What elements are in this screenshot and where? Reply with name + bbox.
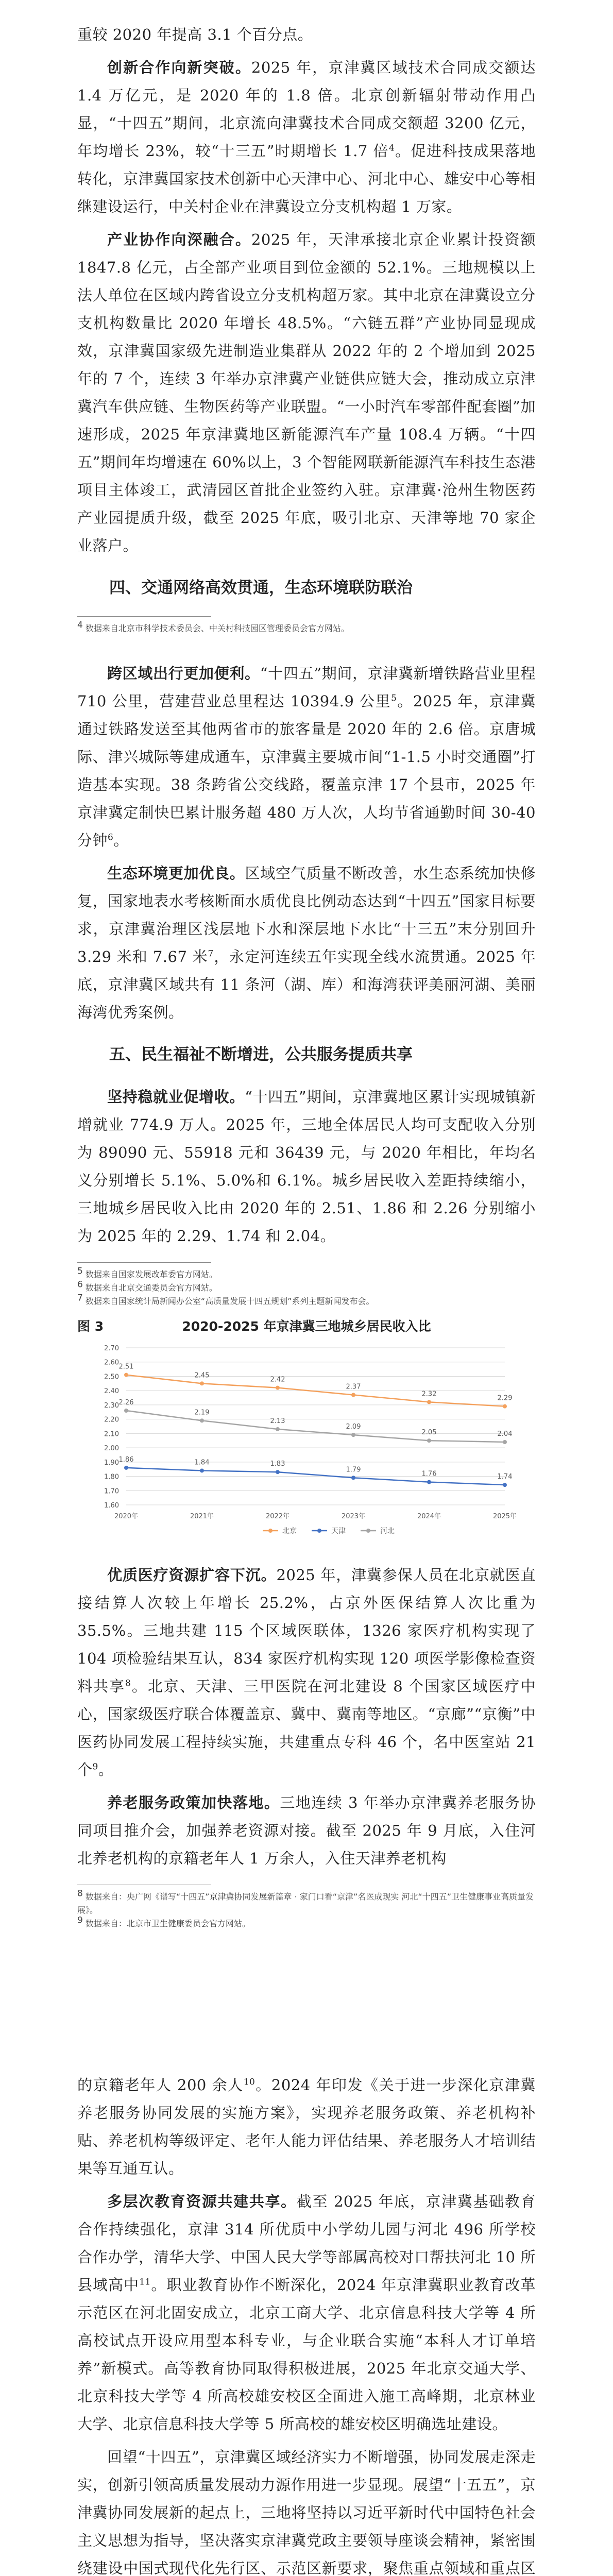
y-tick-label: 2.00 bbox=[104, 1445, 119, 1453]
data-point bbox=[427, 1480, 431, 1484]
data-point bbox=[503, 1440, 507, 1444]
y-tick-label: 2.30 bbox=[104, 1401, 119, 1410]
section-title-livelihood: 五、民生福祉不断增进，公共服务提质共享 bbox=[109, 1045, 413, 1064]
data-point bbox=[200, 1468, 204, 1472]
x-tick-label: 2025年 bbox=[492, 1513, 517, 1520]
data-point bbox=[276, 1470, 280, 1474]
legend-label: 天津 bbox=[331, 1527, 346, 1535]
data-point bbox=[427, 1438, 431, 1443]
footnote-ref: 8 bbox=[125, 1678, 131, 1689]
series-line bbox=[126, 1411, 505, 1442]
data-point bbox=[351, 1393, 355, 1397]
paragraph-text: 。职业教育协作不断深化，2024 年京津冀职业教育改革示范区在河北固安成立，北京工商大学、北京信息科技大学等 4 所高校试点开设应用型本科专业，与企业联合实施“本科人才订单培养”新模式。高等教育协同取得积极进展，2025 年北京交通大学、北京科技大学等 4 所高校雄安校区全面进入施工高峰期，北京林业大学、北京信息科技大学等 5 所高校的雄安校区明确选址建设。 bbox=[77, 2276, 536, 2433]
data-label: 1.74 bbox=[497, 1473, 513, 1481]
footnote-num: 9 bbox=[77, 1915, 83, 1926]
data-point bbox=[200, 1381, 204, 1385]
data-label: 2.37 bbox=[346, 1383, 361, 1391]
paragraph-text: ，永定河连续五年实现全线水流贯通。2025 年底，京津冀区域共有 11 条河（湖、库）和海湾获评美丽河湖、美丽海湾优秀案例。 bbox=[77, 948, 536, 1021]
y-axis-ticks bbox=[104, 1345, 119, 1510]
footnote-text: 数据来自国家统计局新闻办公室“高质量发展十四五规划”系列主题新闻发布会。 bbox=[85, 1296, 374, 1306]
paragraph-text: 的京籍老年人 200 余人 bbox=[77, 2076, 244, 2094]
data-label: 2.19 bbox=[194, 1409, 210, 1417]
paragraph-text: 2025 年，天津承接北京企业累计投资额 1847.8 亿元，占全部产业项目到位金额的 52.1%。三地规模以上法人单位在区域内跨省设立分支机构超万家。其中北京在津冀设立分支机构数量比 2020 年增长 48.5%。“六链五群”产业协同显现成效，京津冀国家级先进制造业集群从 2022 年的 2 个增加到 2025 年的 7 个，连续 3 年举办京津冀产业链供应链大会，推动成立京津冀汽车供应链、生物医药等产业联盟。“一小时汽车零部件配套圈”加速形成，2025 年京津冀地区新能源汽车产量 108.4 万辆。“十四五”期间年均增速在 60%以上，3 个智能网联新能源汽车科技生态港项目主体竣工，武清园区首批企业签约入驻。京津冀·沧州生物医药产业园提质升级，截至 2025 年底，吸引北京、天津等地 70 家企业落户。 bbox=[77, 231, 536, 554]
footnote bbox=[77, 622, 536, 635]
data-label: 2.45 bbox=[194, 1371, 210, 1380]
footnote-ref: 9 bbox=[92, 1761, 98, 1772]
footnote-text: 数据来自北京交通委员会官方网站。 bbox=[85, 1283, 217, 1293]
data-label: 1.86 bbox=[118, 1455, 134, 1464]
legend-label: 北京 bbox=[282, 1527, 297, 1535]
footnote bbox=[77, 1281, 536, 1295]
footnote-divider bbox=[77, 616, 211, 617]
x-tick-label: 2023年 bbox=[341, 1513, 366, 1520]
data-point bbox=[351, 1433, 355, 1437]
footnote bbox=[77, 1890, 536, 1917]
y-tick-label: 1.80 bbox=[104, 1473, 119, 1481]
data-point bbox=[503, 1404, 507, 1409]
footnote-num: 4 bbox=[77, 620, 83, 631]
footnote bbox=[77, 1268, 536, 1281]
footnote-ref: 6 bbox=[108, 832, 114, 843]
footnote-num: 7 bbox=[77, 1293, 83, 1303]
chart-series bbox=[119, 1363, 513, 1487]
data-point bbox=[124, 1373, 128, 1377]
series-2 bbox=[119, 1399, 513, 1444]
footnote-text: 数据来自：央广网《谱写“十四五”京津冀协同发展新篇章 · 家门口看“京津”名医成现实 河北“十四五”卫生健康事业高质量发展》。 bbox=[77, 1892, 534, 1915]
block-education-outlook bbox=[77, 2071, 536, 2576]
paragraph-text: 2025 年，津冀参保人员在北京就医直接结算人次较上年增长 25.2%，占京外医保结算人次比重为 35.5%。三地共建 115 个区域医联体，1326 家医疗机构实现了 104 项检验结果互认，834 家医疗机构实现 120 项医学影像检查资料共享 bbox=[77, 1566, 536, 1695]
series-1 bbox=[119, 1456, 513, 1487]
data-point bbox=[503, 1483, 507, 1487]
figure-label: 图 3 bbox=[77, 1319, 104, 1334]
paragraph-innovation bbox=[77, 54, 536, 221]
paragraph-lead: 优质医疗资源扩容下沉。 bbox=[107, 1566, 277, 1584]
footnote-ref: 4 bbox=[388, 143, 395, 154]
data-label: 1.84 bbox=[194, 1459, 210, 1467]
paragraph-lead: 跨区域出行更加便利。 bbox=[107, 665, 260, 682]
paragraph-lead: 生态环境更加优良。 bbox=[107, 865, 245, 882]
paragraph-text: 截至 2025 年底，京津冀基础教育合作持续强化，京津 314 所优质中小学幼儿园与河北 496 所学校合作办学，清华大学、中国人民大学等部属高校对口帮扶河北 10 所县域高中 bbox=[77, 2193, 536, 2294]
paragraph-lead: 坚持稳就业促增收。 bbox=[107, 1088, 245, 1106]
paragraph-text: 重较 2020 年提高 3.1 个百分点。 bbox=[77, 26, 313, 43]
paragraph-lead: 多层次教育资源共建共享。 bbox=[107, 2193, 297, 2210]
paragraph-lead: 养老服务政策加快落地。 bbox=[107, 1794, 280, 1811]
y-tick-label: 2.70 bbox=[104, 1345, 119, 1352]
paragraph-text: “十四五”期间，京津冀地区累计实现城镇新增就业 774.9 万人。2025 年，三地全体居民人均可支配收入分别为 89090 元、55918 元和 36439 元，与 2020 年相比，年均名义分别增长 5.1%、5.0%和 6.1%。城乡居民收入差距持续缩小，三地城乡居民收入比由 2020 年的 2.51、1.86 和 2.26 分别缩小为 2025 年的 2.29、1.74 和 2.04。 bbox=[77, 1088, 536, 1245]
figure-header bbox=[77, 1316, 536, 1337]
legend-marker bbox=[268, 1529, 273, 1533]
paragraph-text: 。 bbox=[113, 832, 129, 849]
data-point bbox=[276, 1427, 280, 1431]
data-label: 2.04 bbox=[497, 1430, 513, 1438]
paragraph-text: 区域空气质量不断改善，水生态系统加快修复，国家地表水考核断面水质优良比例动态达到“十四五”国家目标要求，京津冀治理区浅层地下水和深层地下水比“十三五”末分别回升 3.29 米和 7.67 米 bbox=[77, 865, 536, 965]
paragraph-outlook bbox=[77, 2443, 536, 2576]
paragraph-text: 。2025 年，京津冀通过铁路发送至其他两省市的旅客量是 2020 年的 2.6 倍。京唐城际、津兴城际等建成通车，京津冀主要城市间“1-1.5 小时交通圈”打造基本实现。38 条跨省公交线路，覆盖京津 17 个县市，2025 年京津冀定制快巴累计服务超 480 万人次，人均节省通勤时间 30-40 分钟 bbox=[77, 692, 536, 849]
footnote-num: 8 bbox=[77, 1888, 83, 1899]
paragraph-text: 三地连续 3 年举办京津冀养老服务协同项目推介会，加强养老资源对接。截至 2025 年 9 月底，入住河北养老机构的京籍老年人 1 万余人，入住天津养老机构 bbox=[77, 1794, 536, 1867]
data-label: 2.29 bbox=[497, 1394, 513, 1402]
data-label: 2.26 bbox=[118, 1399, 134, 1406]
paragraph-travel bbox=[77, 659, 536, 854]
paragraph-text: 。促进科技成果落地转化，京津冀国家技术创新中心天津中心、河北中心、雄安中心等相继建设运行，中关村企业在津冀设立分支机构超 1 万家。 bbox=[77, 142, 536, 215]
y-tick-label: 1.60 bbox=[104, 1502, 119, 1510]
paragraph-text: “十四五”期间，京津冀新增铁路营业里程 710 公里，营建营业总里程达 10394.9 公里 bbox=[77, 665, 536, 710]
paragraph-lead: 产业协作向深融合。 bbox=[107, 231, 251, 248]
x-tick-label: 2021年 bbox=[190, 1513, 214, 1520]
legend-marker bbox=[317, 1529, 321, 1533]
paragraph-text: 。北京、天津、三甲医院在河北建设 8 个国家区域医疗中心，国家级医疗联合体覆盖京、冀中、冀南等地区。“京廊”“京衡”中医药协同发展工程持续实施，共建重点专科 46 个，名中医室站 21 个 bbox=[77, 1677, 536, 1778]
paragraph-text: 。 bbox=[98, 1761, 114, 1778]
data-label: 2.13 bbox=[270, 1417, 285, 1426]
y-tick-label: 1.90 bbox=[104, 1459, 119, 1467]
y-tick-label: 2.60 bbox=[104, 1359, 119, 1367]
chart-legend bbox=[263, 1527, 395, 1535]
footnote-text: 数据来自国家发展改革委官方网站。 bbox=[85, 1269, 217, 1279]
data-point bbox=[200, 1418, 204, 1422]
data-label: 2.32 bbox=[421, 1390, 437, 1398]
footnote-ref: 11 bbox=[139, 2277, 151, 2287]
y-tick-label: 2.50 bbox=[104, 1373, 119, 1381]
data-label: 2.51 bbox=[118, 1363, 134, 1371]
x-tick-label: 2024年 bbox=[417, 1513, 441, 1520]
data-point bbox=[351, 1476, 355, 1480]
legend-marker bbox=[366, 1529, 370, 1533]
data-label: 2.09 bbox=[346, 1423, 361, 1431]
paragraph-employment bbox=[77, 1083, 536, 1250]
footnote-ref: 10 bbox=[243, 2077, 256, 2088]
data-label: 1.79 bbox=[346, 1466, 361, 1474]
x-tick-label: 2022年 bbox=[265, 1513, 290, 1520]
paragraph-elderly-cont bbox=[77, 2071, 536, 2182]
paragraph-text: 回望“十四五”，京津冀区域经济实力不断增强，协同发展走深走实，创新引领高质量发展动力源作用进一步显现。展望“十五五”，京津冀协同发展新的起点上，三地将坚持以习近平新时代中国特色社会主义思想为指导，坚决落实京津冀党政主要领导座谈会精神，紧密围绕建设中国式现代化先行区、示范区新要求，聚焦重点领域和重点区 bbox=[77, 2448, 536, 2576]
footnote-text: 数据来自：北京市卫生健康委员会官方网站。 bbox=[85, 1919, 250, 1928]
paragraph-industry bbox=[77, 226, 536, 560]
paragraph-education bbox=[77, 2188, 536, 2438]
line-chart bbox=[77, 1340, 536, 1546]
block-medical-elderly bbox=[77, 1561, 536, 1930]
data-label: 1.83 bbox=[270, 1460, 285, 1468]
block-innovation-industry bbox=[77, 21, 536, 635]
footnote-num: 6 bbox=[77, 1279, 83, 1290]
paragraph-medical bbox=[77, 1561, 536, 1784]
data-point bbox=[276, 1386, 280, 1390]
y-tick-label: 2.20 bbox=[104, 1416, 119, 1424]
data-label: 2.05 bbox=[421, 1429, 437, 1437]
paragraph-lead: 创新合作向新突破。 bbox=[107, 59, 251, 76]
x-tick-label: 2020年 bbox=[114, 1513, 139, 1520]
footnote-num: 5 bbox=[77, 1266, 83, 1277]
series-0 bbox=[119, 1363, 513, 1409]
footnote-ref: 5 bbox=[391, 693, 397, 704]
chart-gridlines bbox=[126, 1348, 505, 1505]
data-label: 2.42 bbox=[270, 1376, 285, 1384]
section-title-transport: 四、交通网络高效贯通，生态环境联防联治 bbox=[109, 579, 413, 597]
footnote-text: 数据来自北京市科学技术委员会、中关村科技园区管理委员会官方网站。 bbox=[85, 623, 349, 633]
block-transport-environment bbox=[77, 659, 536, 1308]
data-point bbox=[427, 1400, 431, 1404]
figure-income-ratio bbox=[77, 1316, 536, 1546]
paragraph-continuation bbox=[77, 21, 536, 48]
data-point bbox=[124, 1409, 128, 1413]
footnote-ref: 7 bbox=[208, 948, 214, 959]
paragraph-text: 2025 年，京津冀区域技术合同成交额达 1.4 万亿元，是 2020 年的 1.8 倍。北京创新辐射带动作用凸显，“十四五”期间，北京流向津冀技术合同成交额超 3200 亿元，年均增长 23%，较“十三五”时期增长 1.7 倍 bbox=[77, 59, 536, 160]
chart-title: 2020-2025 年京津冀三地城乡居民收入比 bbox=[182, 1319, 431, 1334]
legend-label: 河北 bbox=[380, 1527, 395, 1535]
y-tick-label: 2.10 bbox=[104, 1430, 119, 1438]
y-tick-label: 2.40 bbox=[104, 1387, 119, 1396]
data-label: 1.76 bbox=[421, 1470, 437, 1478]
data-point bbox=[124, 1466, 128, 1470]
x-axis-ticks bbox=[114, 1512, 517, 1520]
paragraph-text: 。2024 年印发《关于进一步深化京津冀养老服务协同发展的实施方案》，实现养老服务政策、养老机构补贴、养老机构等级评定、老年人能力评估结果、养老服务人才培训结果等互通互认。 bbox=[77, 2076, 536, 2177]
paragraph-elderly bbox=[77, 1789, 536, 1872]
y-tick-label: 1.70 bbox=[104, 1487, 119, 1496]
footnote-divider bbox=[77, 1262, 211, 1263]
paragraph-environment bbox=[77, 859, 536, 1026]
footnote bbox=[77, 1917, 536, 1930]
footnote bbox=[77, 1295, 536, 1308]
